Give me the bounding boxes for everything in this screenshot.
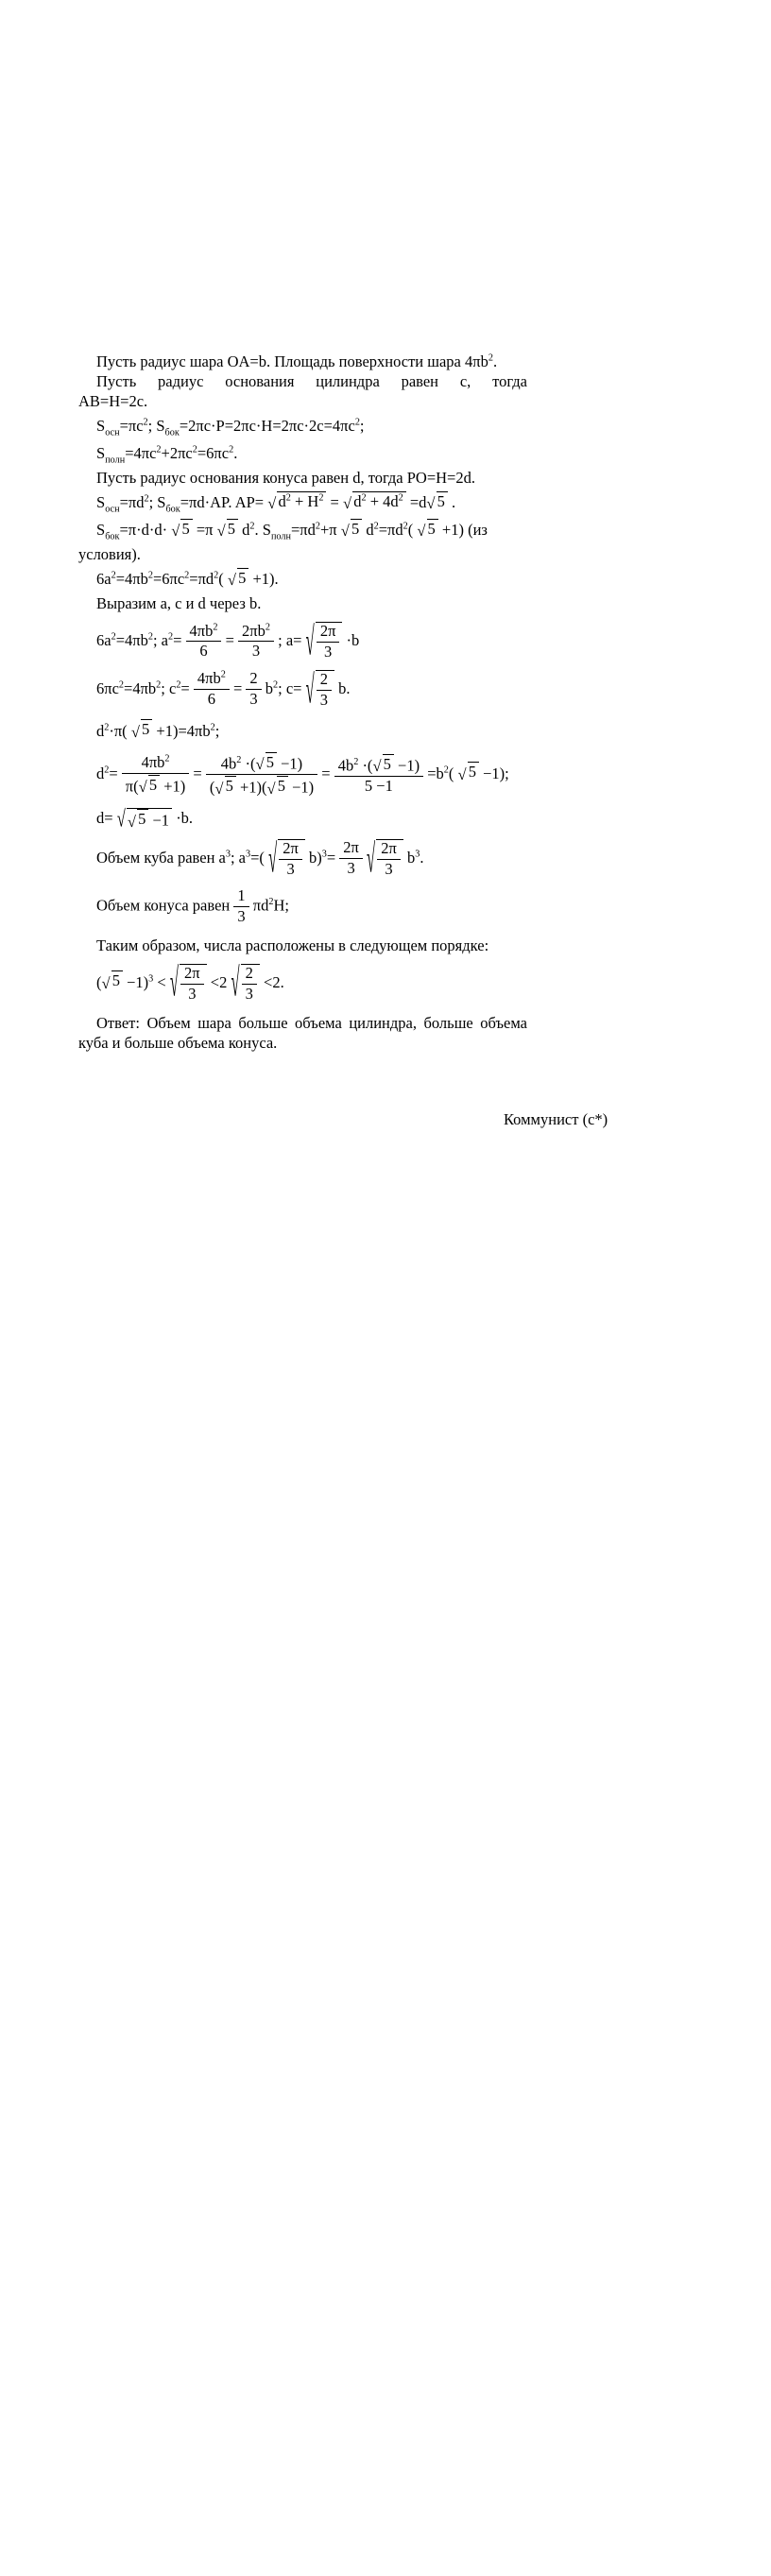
superscript: 2 xyxy=(354,417,360,428)
superscript: 2 xyxy=(403,521,408,532)
superscript: 2 xyxy=(144,493,149,505)
fraction: $\frac{2\pi}{3}$ xyxy=(339,839,363,878)
para-cylinder-radius-line2: AB=H=2c. xyxy=(78,392,148,410)
formula-cone-continuation: условия). xyxy=(78,545,141,563)
radical: √ 5 xyxy=(417,519,437,539)
subscript: бок xyxy=(165,504,180,515)
formula-d-squared: $d^2=$ $4\pi b^2$ π( √ 5 +1) = $4b^2$ ·( √ 5 −1) ( √ 5 +1)( √ 5 −1) = $4b^2$ ·( √ 5 −1) 5 −1 $=b^2$( √ 5 −1); xyxy=(78,752,527,798)
fraction: $\frac{2\pi}{3}$ xyxy=(317,623,340,661)
radical: √ $d^2 + H^2$ xyxy=(267,491,326,511)
para-sphere-radius: Пусть радиус шара OA=b. Площадь поверхности шара $4\pi b^2$. xyxy=(96,352,498,370)
superscript: 2 xyxy=(361,492,367,503)
formula-inequality: ( √ 5 −1)$^3$ < √ $\frac{2\pi}{3}$ <2 √ $\frac{2}{3}$ <2. xyxy=(78,964,527,1004)
radical: √ 5 xyxy=(214,776,235,796)
radical-sign xyxy=(102,970,111,990)
superscript: 2 xyxy=(147,570,153,581)
subscript: осн xyxy=(105,504,120,515)
para-cone-radius: Пусть радиус основания конуса равен d, тогда PO=H=2d. xyxy=(96,469,475,487)
para-cylinder-radius-line1: Пусть радиус основания цилиндра равен c, тогда xyxy=(96,372,527,390)
radical-sign xyxy=(367,839,376,879)
superscript: 2 xyxy=(167,631,174,643)
document-body xyxy=(0,0,771,1129)
radical-sign xyxy=(267,491,277,511)
superscript: 2 xyxy=(176,679,181,691)
fraction: $4b^2$ ·( √ 5 −1) 5 −1 xyxy=(334,754,423,796)
radical-sign xyxy=(256,752,266,772)
superscript: 2 xyxy=(104,722,110,733)
fraction: $\frac{2}{3}$ xyxy=(246,670,261,709)
superscript: 2 xyxy=(214,570,219,581)
radical: √ 5 xyxy=(341,519,362,539)
radical: √ 5 xyxy=(458,762,479,781)
radical-sign xyxy=(117,808,127,830)
radical-sign xyxy=(171,519,180,539)
radical-sign xyxy=(266,776,276,796)
superscript: 2 xyxy=(373,521,379,532)
superscript: 2 xyxy=(147,631,153,643)
radical: √ 5 xyxy=(228,568,248,588)
fraction: $\frac{2}{3}$ xyxy=(242,965,257,1004)
radical-sign xyxy=(214,776,224,796)
radical: √ 5 xyxy=(171,519,192,539)
superscript: 2 xyxy=(104,764,110,776)
fraction: $\frac{2}{3}$ xyxy=(317,671,332,710)
fraction: $\frac{4\pi b^2}{6}$ xyxy=(194,670,230,709)
radical-sign xyxy=(306,670,316,710)
formula-equality-chain: $6a^2=4\pi b^2=6\pi c^2=\pi d^2$( √ 5 +1). xyxy=(78,566,527,592)
superscript: 3 xyxy=(321,849,327,860)
superscript: 2 xyxy=(210,722,215,733)
fraction: $\frac{2\pi}{3}$ xyxy=(180,965,204,1004)
radical-sign xyxy=(170,964,180,1004)
superscript: 3 xyxy=(246,849,251,860)
formula-c-through-b: $6\pi c^2=4\pi b^2$; $c^2=$ $\frac{4\pi b^2}{6}$ = $\frac{2}{3}$ $b^2$; c= √ $\frac{2}{3}$ b. xyxy=(78,670,527,710)
radical-sign xyxy=(372,754,382,774)
formula-cube-volume: Объем куба равен $a^3$; $a^3=$( √ $\frac{2\pi}{3}$ b)$^3$= $\frac{2\pi}{3}$ √ $\frac{2\pi}{3}$ $b^3$. xyxy=(78,839,527,879)
superscript: 2 xyxy=(285,492,291,503)
fraction: $\frac{2\pi}{3}$ xyxy=(377,840,401,879)
subscript: бок xyxy=(105,531,120,542)
para-order: Таким образом, числа расположены в следующем порядке: xyxy=(96,936,489,954)
radical-sign xyxy=(139,775,148,795)
superscript: 2 xyxy=(229,444,234,455)
para-answer-line2: куба и больше объема конуса. xyxy=(78,1033,278,1052)
radical xyxy=(367,839,403,879)
superscript: 2 xyxy=(220,669,226,680)
superscript: 2 xyxy=(315,521,320,532)
radical-sign xyxy=(231,964,240,1004)
superscript: 2 xyxy=(249,521,255,532)
formula-cone-sbok-spoln: $S_{бок}=\pi\cdot d\cdot d\cdot$ √ 5 =π √ 5 $d^2$. $S_{полн}=\pi d^2+\pi$ √ 5 $d^2=\pi d^2$( √ 5 +1) (из xyxy=(78,517,527,542)
fraction: $\frac{1}{3}$ xyxy=(233,887,248,926)
superscript: 2 xyxy=(164,753,170,764)
radical-sign xyxy=(128,809,137,829)
superscript: 2 xyxy=(143,417,148,428)
formula-d-equation: $d^2\cdot\pi$( √ 5 $+1)=4\pi b^2$; xyxy=(78,718,527,744)
fraction: $\frac{2\pi b^2}{3}$ xyxy=(238,623,274,661)
lines xyxy=(78,352,527,1053)
radical xyxy=(170,964,207,1004)
fraction: $\frac{2\pi}{3}$ xyxy=(279,840,302,879)
radical xyxy=(306,670,334,710)
superscript: 3 xyxy=(225,849,231,860)
superscript: 2 xyxy=(118,679,125,691)
superscript: 3 xyxy=(148,972,154,984)
radical xyxy=(268,839,305,879)
radical-sign xyxy=(343,491,352,511)
superscript: 2 xyxy=(443,764,449,776)
radical: √ √ 5 −1 xyxy=(117,808,172,830)
radical: √ $d^2 + 4d^2$ xyxy=(343,491,406,511)
superscript: 2 xyxy=(318,492,324,503)
radical: √ 5 xyxy=(372,754,393,774)
para-answer-line1: Ответ: Объем шара больше объема цилиндра, больше объема xyxy=(96,1013,527,1032)
superscript: 3 xyxy=(415,849,420,860)
formula-cylinder-spoln: $S_{полн}=4\pi c^2+2\pi c^2=6\pi c^2$. xyxy=(96,444,238,466)
superscript: 2 xyxy=(111,570,116,581)
signature: Коммунист (с*) xyxy=(504,1109,608,1128)
superscript: 2 xyxy=(213,622,218,632)
subscript: полн xyxy=(105,455,126,466)
superscript: 2 xyxy=(353,756,359,767)
radical: √ 5 xyxy=(128,809,148,829)
radical-sign xyxy=(426,491,436,511)
formula-cylinder-sosn-sbok: $S_{осн}=\pi c^2$; $S_{бок}=2\pi c\cdot P=2\pi c\cdot H=2\pi c\cdot 2c=4\pi c^2$; xyxy=(96,417,365,438)
subscript: бок xyxy=(164,427,180,438)
radical-sign xyxy=(306,622,316,661)
radical-sign xyxy=(268,839,278,879)
formula-cone-sosn-ap: $S_{осн}=\pi d^2$; $S_{бок}=\pi d\cdot AP$. AP= √ $d^2 + H^2$ = √ $d^2 + 4d^2$ =d √ 5 . xyxy=(78,489,527,515)
superscript: 2 xyxy=(398,492,403,503)
radical: √ 5 xyxy=(102,970,123,990)
radical-sign xyxy=(341,519,351,539)
radical: √ 5 xyxy=(426,491,447,511)
radical-sign xyxy=(217,519,227,539)
superscript: 2 xyxy=(192,444,197,455)
radical: √ 5 xyxy=(139,775,160,795)
superscript: 2 xyxy=(184,570,190,581)
superscript: 2 xyxy=(268,896,274,907)
superscript: 2 xyxy=(156,679,162,691)
formula-d-value: d= √ √ 5 −1 ·b. xyxy=(78,806,527,831)
radical-sign xyxy=(228,568,237,588)
radical: √ 5 xyxy=(256,752,277,772)
para-express: Выразим a, c и d через b. xyxy=(96,594,262,612)
radical xyxy=(231,964,259,1004)
radical: √ 5 xyxy=(266,776,287,796)
radical xyxy=(306,622,343,661)
superscript: 2 xyxy=(236,754,242,765)
superscript: 2 xyxy=(265,622,270,632)
superscript: 2 xyxy=(156,444,162,455)
subscript: полн xyxy=(270,531,291,542)
superscript: 2 xyxy=(111,631,116,643)
fraction: $\frac{4\pi b^2}{6}$ xyxy=(186,623,222,661)
formula-a-through-b: $6a^2=4\pi b^2$; $a^2=$ $\frac{4\pi b^2}{6}$ = $\frac{2\pi b^2}{3}$ ; a= √ $\frac{2\pi}{3}$ ·b xyxy=(78,622,527,661)
superscript: 2 xyxy=(488,352,493,364)
superscript: 2 xyxy=(273,679,279,691)
radical-sign xyxy=(131,719,141,739)
radical-sign xyxy=(417,519,426,539)
radical-sign xyxy=(458,762,468,781)
radical: √ 5 xyxy=(131,719,152,739)
formula-cone-volume: Объем конуса равен $\frac{1}{3}$ $\pi d^2H$; xyxy=(96,885,289,925)
radical: √ 5 xyxy=(217,519,238,539)
fraction: $4\pi b^2$ π( √ 5 +1) xyxy=(122,754,189,796)
fraction: $4b^2$ ·( √ 5 −1) ( √ 5 +1)( √ 5 −1) xyxy=(206,752,317,798)
subscript: осн xyxy=(105,427,120,438)
